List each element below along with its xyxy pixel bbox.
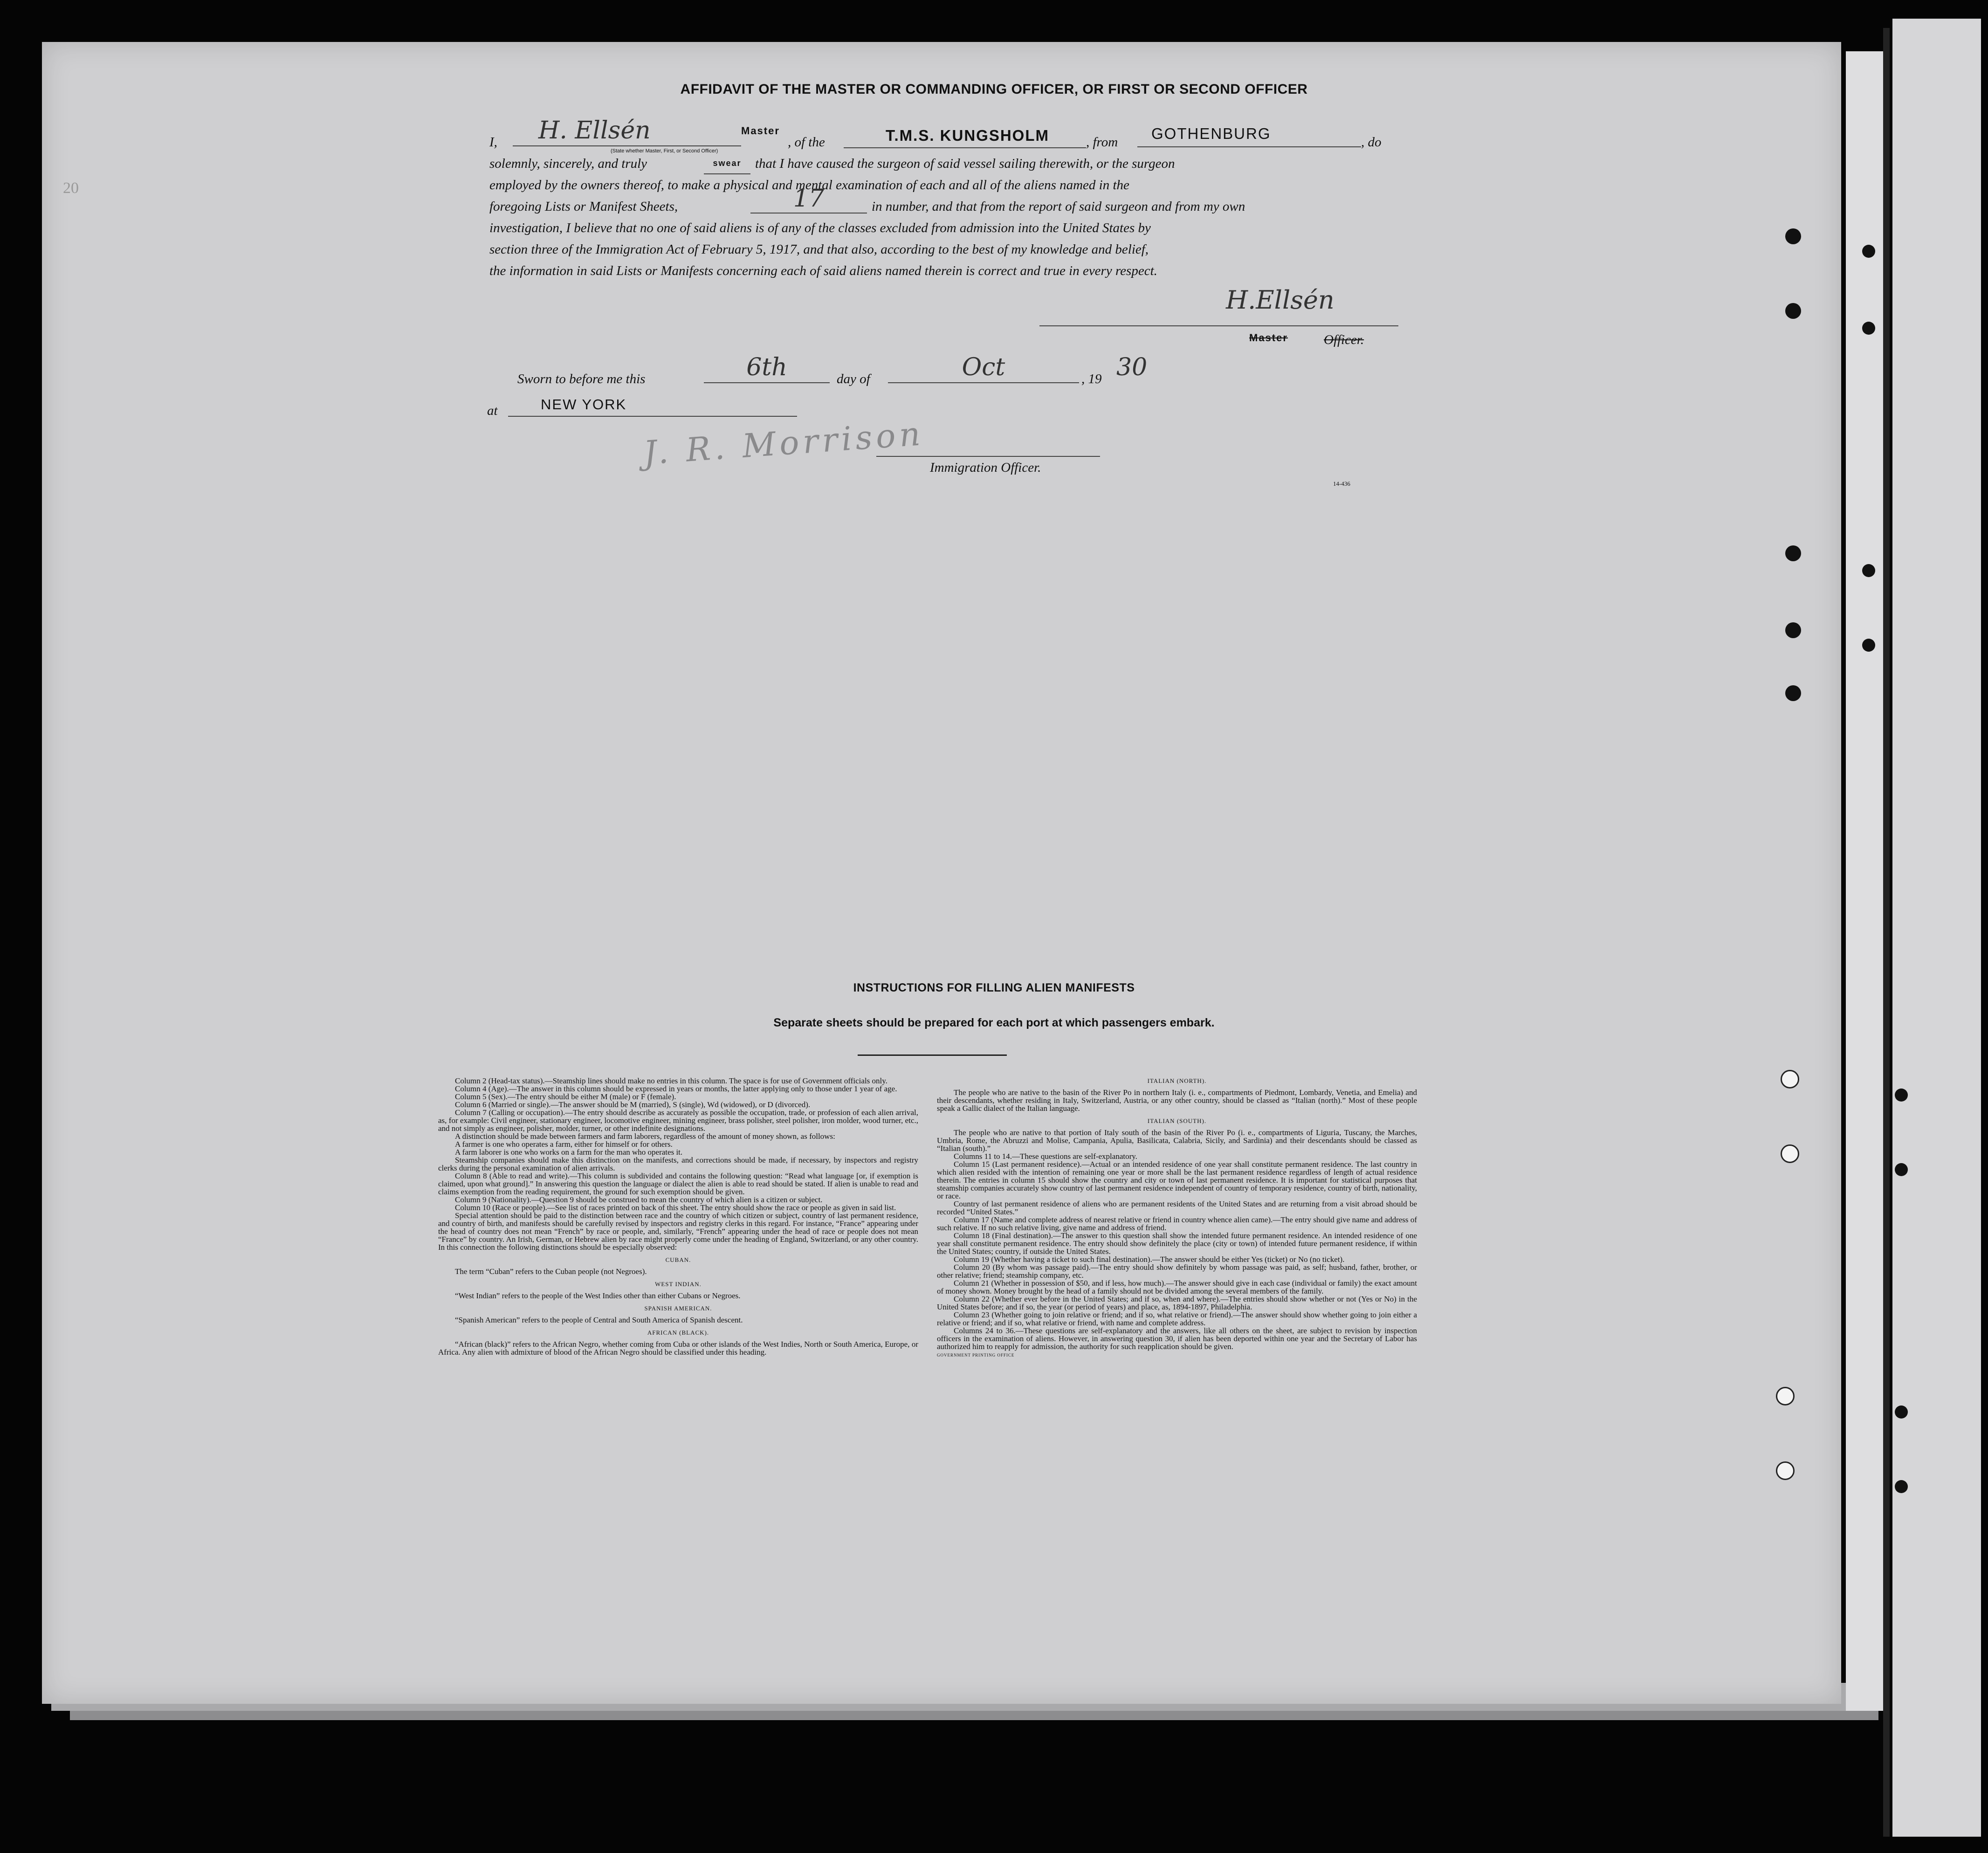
binding-hole bbox=[1895, 1480, 1908, 1493]
sig-officer: Officer. bbox=[1324, 332, 1364, 347]
binding-hole bbox=[1785, 622, 1801, 638]
master-signature: H.Ellsén bbox=[1226, 285, 1335, 315]
binding-edge bbox=[1846, 51, 1883, 1711]
instr-para: Columns 11 to 14.—These questions are self-explanatory. bbox=[954, 1152, 1137, 1161]
binding-hole bbox=[1862, 564, 1875, 577]
binding-hole bbox=[1776, 1387, 1795, 1405]
from-word: , from bbox=[1086, 135, 1118, 150]
sheet-count: 17 bbox=[750, 185, 867, 214]
instructions-title: INSTRUCTIONS FOR FILLING ALIEN MANIFESTS bbox=[853, 981, 1135, 994]
affidavit-line3: employed by the owners thereof, to make a physical and mental examination of each and all of the aliens named in the bbox=[489, 178, 1129, 193]
binding-hole bbox=[1781, 1144, 1799, 1163]
cuban-text: The term “Cuban” refers to the Cuban people (not Negroes). bbox=[455, 1267, 647, 1276]
instr-para: Column 23 (Whether going to join relative or friend; and if so, what relative or friend).—The answer should show whether going to join either a relative or friend; and if so, what relative or friend, with name and complete address. bbox=[937, 1310, 1417, 1327]
do-word: , do bbox=[1361, 135, 1382, 150]
instructions-left-column bbox=[438, 1077, 918, 1356]
italian-north-heading: ITALIAN (NORTH). bbox=[1147, 1077, 1207, 1084]
instr-para: Column 2 (Head-tax status).—Steamship lines should make no entries in this column. The space is for use of Government officials only. bbox=[455, 1076, 887, 1085]
affidavit-line5: investigation, I believe that no one of said aliens is of any of the classes excluded from admission into the United States by bbox=[489, 220, 1151, 235]
sig-master: Master bbox=[1249, 332, 1288, 344]
affidavit-line2a: solemnly, sincerely, and truly bbox=[489, 156, 647, 171]
binding-hole bbox=[1862, 639, 1875, 652]
affidavit-title: AFFIDAVIT OF THE MASTER OR COMMANDING OFFICER, OR FIRST OR SECOND OFFICER bbox=[680, 82, 1308, 97]
west-indian-heading: WEST INDIAN. bbox=[655, 1281, 702, 1288]
binding-hole bbox=[1785, 303, 1801, 319]
affidavit-line7: the information in said Lists or Manifests concerning each of said aliens named therein is correct and true in every respect. bbox=[489, 263, 1157, 278]
instr-para: Column 19 (Whether having a ticket to such final destination).—The answer should be either Yes (ticket) or No (no ticket). bbox=[954, 1255, 1345, 1264]
instr-para: Column 17 (Name and complete address of nearest relative or friend in country whence alien came).—The entry should give name and address of such relative. If no such relative living, give name and address of friend. bbox=[937, 1215, 1417, 1232]
instr-para: A farmer is one who operates a farm, either for himself or for others. bbox=[455, 1140, 673, 1149]
binding-hole bbox=[1781, 1070, 1799, 1088]
sworn-prefix: Sworn to before me this bbox=[517, 372, 646, 386]
spanish-american-heading: SPANISH AMERICAN. bbox=[644, 1305, 712, 1312]
port-name: GOTHENBURG bbox=[1137, 125, 1361, 147]
instr-para: Column 9 (Nationality).—Question 9 should be construed to mean the country of which alien is a citizen or subject. bbox=[455, 1195, 823, 1204]
rank-note: (State whether Master, First, or Second Officer) bbox=[611, 148, 718, 154]
of-the: , of the bbox=[788, 135, 825, 150]
printing-office: GOVERNMENT PRINTING OFFICE bbox=[937, 1353, 1015, 1357]
instr-para: Column 18 (Final destination).—The answer to this question shall show the intended future permanent residence. An intended residence of one year shall constitute permanent residence. The entry should show definitely the place (city or town) of intended future permanent residence, if within the United States; country, if outside the United States. bbox=[937, 1231, 1417, 1256]
binding-hole bbox=[1895, 1088, 1908, 1102]
instr-para: Column 8 (Able to read and write).—This column is subdivided and contains the following question: “Read what language [or, if exemption is claimed, upon what ground].” In answering this question the language or dialect the alien is able to read should be stated. If alien is unable to read and claims exemption from the reading requirement, the ground for such exemption should be given. bbox=[438, 1171, 918, 1196]
affidavit-line4b: in number, and that from the report of said surgeon and from my own bbox=[872, 199, 1245, 214]
instr-para: A distinction should be made between farmers and farm laborers, regardless of the amount of money shown, as follows: bbox=[455, 1132, 835, 1141]
african-text: “African (black)” refers to the African Negro, whether coming from Cuba or other islands of the West Indies, North or South America, Europe, or Africa. Any alien with admixture of blood of the African Negro should be classified under this heading. bbox=[438, 1340, 918, 1357]
binding-hole bbox=[1895, 1405, 1908, 1419]
instr-para: Column 4 (Age).—The answer in this column should be expressed in years or months, the latter applying only to those under 1 year of age. bbox=[455, 1084, 897, 1093]
instr-para: Column 15 (Last permanent residence).—Actual or an intended residence of one year shall constitute permanent residence. The last country in which alien resided with the intention of remaining one year or more shall be the last permanent residence regardless of length of actual residence therein. The entries in column 15 should show the country and city or town of last permanent residence. It is important for statistical purposes that steamship companies accurately show country of last permanent residence independent of country of temporary residence, country of birth, nationality, or race. bbox=[937, 1160, 1417, 1200]
binding-strip bbox=[1892, 19, 1981, 1837]
instructions-subtitle: Separate sheets should be prepared for each port at which passengers embark. bbox=[773, 1016, 1215, 1029]
affidavit-line2b: that I have caused the surgeon of said vessel sailing therewith, or the surgeon bbox=[755, 156, 1175, 171]
instr-para: Special attention should be paid to the distinction between race and the country of which citizen or subject, country of last permanent residence, and country of birth, and manifests should be carefully revised by inspectors and registry clerks in this regard. For instance, “France” appearing under the head of country does not mean “French” by race or people, and, similarly, “French” appearing under the head of race or people does not mean “France” by country. An Irish, German, or Hebrew alien by race might properly come under the heading of England, Switzerland, or any other country. In this connection the following distinctions should be especially observed: bbox=[438, 1211, 918, 1252]
affidavit-line4a: foregoing Lists or Manifest Sheets, bbox=[489, 199, 678, 214]
binding-hole bbox=[1785, 545, 1801, 561]
instr-para: Column 21 (Whether in possession of $50, and if less, how much).—The answer should give in each case (individual or family) the exact amount of money shown. Money brought by the head of a family should not be divided among the several members of the family. bbox=[937, 1279, 1417, 1295]
west-indian-text: “West Indian” refers to the people of the West Indies other than either Cubans or Negroes. bbox=[455, 1291, 741, 1300]
instr-para: Column 10 (Race or people).—See list of races printed on back of this sheet. The entry should show the race or people as given in said list. bbox=[455, 1203, 896, 1212]
affidavit-i: I, bbox=[489, 135, 497, 150]
binding-hole bbox=[1785, 685, 1801, 701]
binding-hole bbox=[1776, 1461, 1795, 1480]
instr-para: Steamship companies should make this distinction on the manifests, and corrections should be made, if necessary, by inspectors and registry clerks during the personal examination of alien arrivals. bbox=[438, 1156, 918, 1172]
instr-para: Column 6 (Married or single).—The answer should be M (married), S (single), Wd (widowed), or D (divorced). bbox=[455, 1100, 811, 1109]
sworn-year-prefix: , 19 bbox=[1081, 372, 1102, 386]
italian-south-heading: ITALIAN (SOUTH). bbox=[1147, 1117, 1207, 1124]
sworn-day-of: day of bbox=[837, 372, 870, 386]
sworn-day: 6th bbox=[704, 353, 830, 383]
african-heading: AFRICAN (BLACK). bbox=[647, 1329, 709, 1336]
rank-typed: Master bbox=[741, 125, 780, 137]
officer-signature: J. R. Morrison bbox=[642, 414, 925, 472]
binding-hole bbox=[1862, 245, 1875, 258]
instructions-right-column bbox=[937, 1072, 1417, 1359]
form-number: 14-436 bbox=[1333, 480, 1350, 487]
sworn-month: Oct bbox=[888, 353, 1079, 383]
instr-para: A farm laborer is one who works on a farm for the man who operates it. bbox=[455, 1148, 683, 1157]
instructions-rule bbox=[858, 1054, 1007, 1056]
instr-para: Column 5 (Sex).—The entry should be either M (male) or F (female). bbox=[455, 1092, 676, 1101]
margin-mark: 20 bbox=[63, 179, 79, 197]
binding-hole bbox=[1895, 1163, 1908, 1176]
sworn-year: 30 bbox=[1116, 353, 1148, 381]
italian-north-text: The people who are native to the basin of the River Po in northern Italy (i. e., compartments of Piedmont, Lombardy, Venetia, and Emelia) and their descendants, whether residing in Italy, Switzerland, Austria, or any other country, should be classed as “Italian (north).” Most of these people speak a Gallic dialect of the Italian language. bbox=[937, 1088, 1417, 1113]
instr-para: Country of last permanent residence of aliens who are permanent residents of the United States and are returning from a visit abroad should be recorded “United States.” bbox=[937, 1199, 1417, 1216]
binding-hole bbox=[1862, 322, 1875, 335]
spanish-american-text: “Spanish American” refers to the people of Central and South America of Spanish descent. bbox=[455, 1316, 743, 1324]
binding-gutter bbox=[1883, 28, 1890, 1837]
officer-label: Immigration Officer. bbox=[930, 460, 1041, 475]
instr-para: Columns 24 to 36.—These questions are self-explanatory and the answers, like all others on the sheet, are subject to revision by inspection officers in the examination of aliens. However, in answering question 30, if alien has been deported within one year and the Secretary of Labor has authorized him to reapply for admission, the authority for such reapplication should be given. bbox=[937, 1326, 1417, 1351]
sworn-at: at bbox=[487, 403, 498, 418]
instr-para: Column 20 (By whom was passage paid).—The entry should show definitely by whom passage was paid, as self; husband, father, brother, or other relative; friend; steamship company, etc. bbox=[937, 1263, 1417, 1280]
affidavit-line6: section three of the Immigration Act of February 5, 1917, and that also, according to the best of my knowledge and belief, bbox=[489, 242, 1149, 257]
sworn-place: NEW YORK bbox=[508, 396, 797, 417]
document-page bbox=[42, 42, 1841, 1704]
cuban-heading: CUBAN. bbox=[665, 1256, 691, 1263]
swear-word: swear bbox=[704, 158, 750, 174]
instr-para: Column 7 (Calling or occupation).—The entry should describe as accurately as possible the occupation, trade, or profession of each alien arrival, as, for example: Civil engineer, stationary engineer, locomotive engineer, mining engineer, brass polisher, steel polisher, iron molder, wood turner, etc., and not simply as engineer, polisher, molder, turner, or other indefinite designations. bbox=[438, 1108, 918, 1133]
instr-para: Column 22 (Whether ever before in the United States; and if so, when and where).—The entries should show whether or not (Yes or No) in the United States before; and if so, the year (or period of years) and place, as, 1894-1897, Philadelphia. bbox=[937, 1295, 1417, 1311]
master-name: H. Ellsén bbox=[513, 117, 741, 146]
italian-south-text: The people who are native to that portion of Italy south of the basin of the River Po (i. e., compartments of Liguria, Tuscany, the Marches, Umbria, Rome, the Abruzzi and Molise, Campania, Apulia, Basilicata, Calabria, Sicily, and Sardinia) and their descendants should be classed as “Italian (south).” bbox=[937, 1128, 1417, 1153]
binding-hole bbox=[1785, 228, 1801, 244]
vessel-name: T.M.S. KUNGSHOLM bbox=[844, 127, 1086, 148]
signature-line bbox=[1039, 325, 1398, 326]
